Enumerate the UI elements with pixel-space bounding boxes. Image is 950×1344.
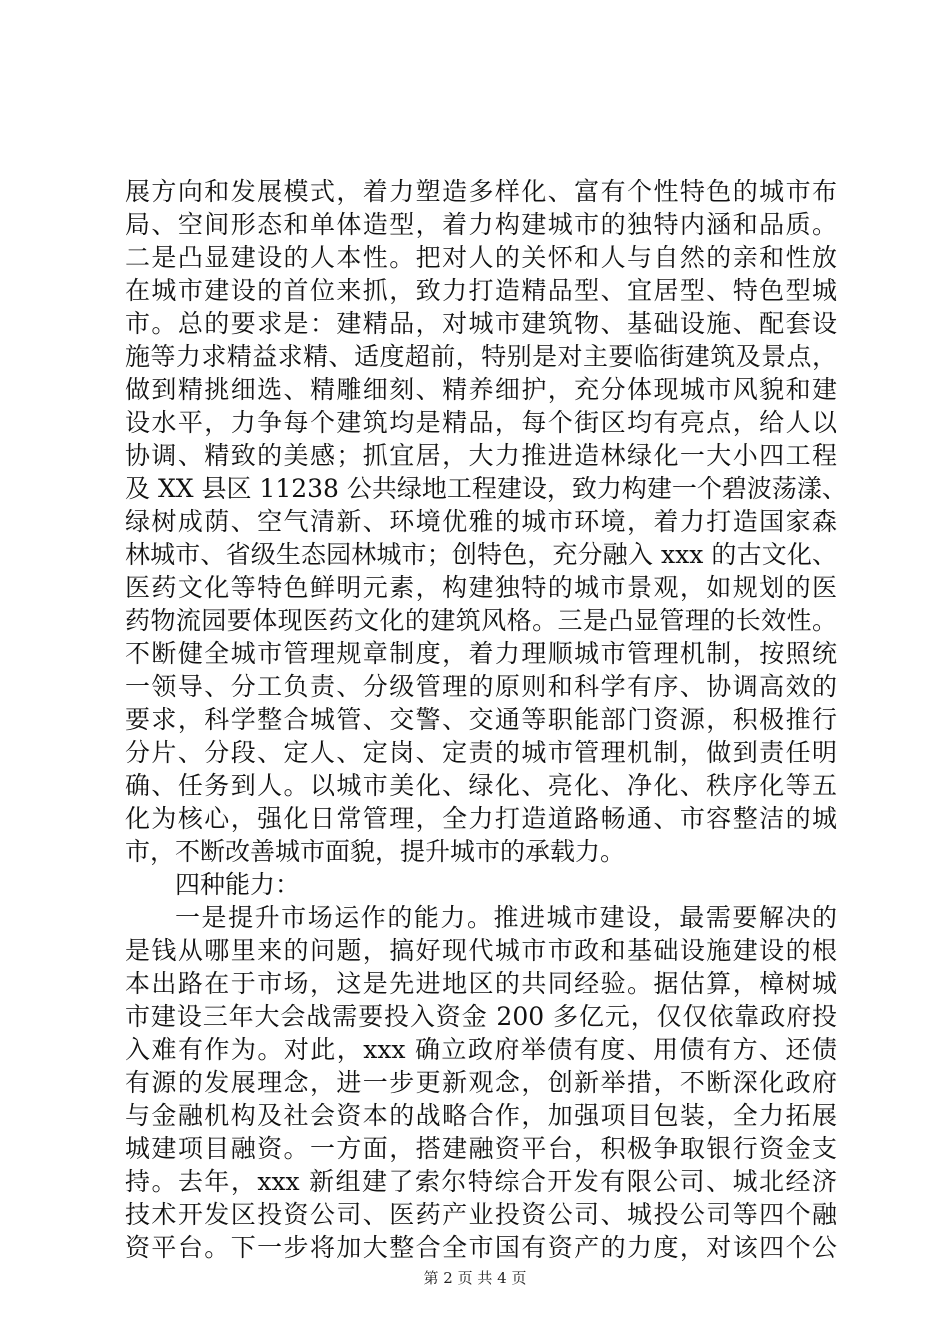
text-line: 化为核心，强化日常管理，全力打造道路畅通、市容整洁的城 (125, 804, 837, 833)
text-line: 市，不断改善城市面貌，提升城市的承载力。 (125, 837, 626, 866)
text-line: 入难有作为。对此，xxx 确立政府举债有度、用债有方、还债 (125, 1035, 837, 1064)
text-line: 局、空间形态和单体造型，着力构建城市的独特内涵和品质。 (125, 210, 837, 239)
text-line: 做到精挑细选、精雕细刻、精养细护，充分体现城市风貌和建 (125, 375, 837, 404)
text-line: 是钱从哪里来的问题，搞好现代城市市政和基础设施建设的根 (125, 936, 837, 965)
text-line: 一是提升市场运作的能力。推进城市建设，最需要解决的 (175, 903, 837, 932)
text-line: 与金融机构及社会资本的战略合作，加强项目包装，全力拓展 (125, 1101, 837, 1130)
text-line: 市建设三年大会战需要投入资金 200 多亿元，仅仅依靠政府投 (125, 1002, 837, 1031)
text-line: 四种能力： (175, 870, 301, 899)
text-line: 持。去年，xxx 新组建了索尔特综合开发有限公司、城北经济 (125, 1167, 837, 1196)
text-line: 资平台。下一步将加大整合全市国有资产的力度，对该四个公 (125, 1233, 837, 1262)
text-line: 及 XX 县区 11238 公共绿地工程建设，致力构建一个碧波荡漾、 (125, 474, 847, 503)
text-line: 在城市建设的首位来抓，致力打造精品型、宜居型、特色型城 (125, 276, 837, 305)
text-line: 不断健全城市管理规章制度，着力理顺城市管理机制，按照统 (125, 639, 837, 668)
text-line: 城建项目融资。一方面，搭建融资平台，积极争取银行资金支 (125, 1134, 837, 1163)
text-line: 二是凸显建设的人本性。把对人的关怀和人与自然的亲和性放 (125, 243, 837, 272)
text-line: 施等力求精益求精、适度超前，特别是对主要临街建筑及景点， (125, 342, 837, 371)
text-line: 本出路在于市场，这是先进地区的共同经验。据估算，樟树城 (125, 969, 837, 998)
text-line: 展方向和发展模式，着力塑造多样化、富有个性特色的城市布 (125, 177, 837, 206)
document-body (125, 175, 847, 1264)
text-line: 分片、分段、定人、定岗、定责的城市管理机制，做到责任明 (125, 738, 837, 767)
text-line: 药物流园要体现医药文化的建筑风格。三是凸显管理的长效性。 (125, 606, 837, 635)
text-line: 技术开发区投资公司、医药产业投资公司、城投公司等四个融 (125, 1200, 837, 1229)
text-line: 林城市、省级生态园林城市；创特色，充分融入 xxx 的古文化、 (125, 540, 837, 569)
text-line: 设水平，力争每个建筑均是精品，每个街区均有亮点，给人以 (125, 408, 837, 437)
text-line: 一领导、分工负责、分级管理的原则和科学有序、协调高效的 (125, 672, 837, 701)
text-line: 要求，科学整合城管、交警、交通等职能部门资源，积极推行 (125, 705, 837, 734)
text-line: 确、任务到人。以城市美化、绿化、亮化、净化、秩序化等五 (125, 771, 837, 800)
text-line: 市。总的要求是：建精品，对城市建筑物、基础设施、配套设 (125, 309, 837, 338)
text-line: 医药文化等特色鲜明元素，构建独特的城市景观，如规划的医 (125, 573, 837, 602)
text-line: 有源的发展理念，进一步更新观念，创新举措，不断深化政府 (125, 1068, 837, 1097)
text-line: 协调、精致的美感；抓宜居，大力推进造林绿化一大小四工程 (125, 441, 837, 470)
text-line: 绿树成荫、空气清新、环境优雅的城市环境，着力打造国家森 (125, 507, 837, 536)
page-footer: 第 2 页 共 4 页 (423, 1269, 527, 1287)
